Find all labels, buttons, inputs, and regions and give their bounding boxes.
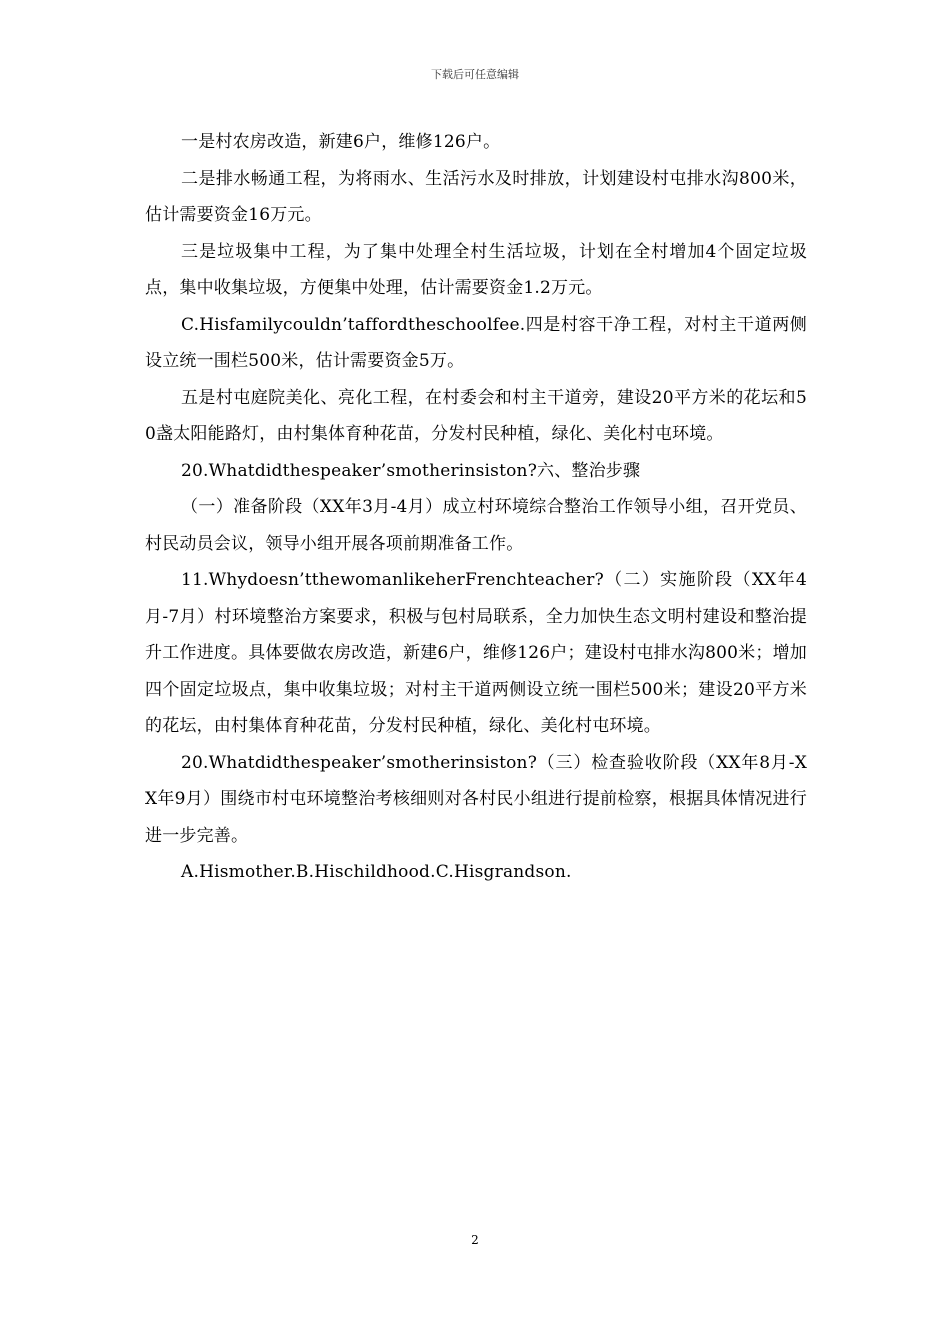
paragraph-8: 11.Whydoesn’tthewomanlikeherFrenchteacher?（二）实施阶段（XX年4月-7月）村环境整治方案要求，积极与包村局联系，全力加快生态文明村建设和整治提升工作进度。具体要做农房改造，新建6户，维修126户；建设村屯排水沟800米；增加四个固定垃圾点，集中收集垃圾；对村主干道两侧设立统一围栏500米；建设20平方米的花坛，由村集体育种花苗，分发村民种植，绿化、美化村屯环境。: [145, 570, 807, 736]
paragraph-3: 三是垃圾集中工程，为了集中处理全村生活垃圾，计划在全村增加4个固定垃圾点，集中收集垃圾，方便集中处理，估计需要资金1.2万元。: [145, 241, 807, 298]
paragraph-4: C.Hisfamilycouldn’taffordtheschoolfee.四是村容干净工程，对村主干道两侧设立统一围栏500米，估计需要资金5万。: [145, 314, 807, 371]
paragraph-5: 五是村屯庭院美化、亮化工程，在村委会和村主干道旁，建设20平方米的花坛和50盏太阳能路灯，由村集体育种花苗，分发村民种植，绿化、美化村屯环境。: [145, 387, 807, 444]
paragraph-9: 20.Whatdidthespeaker’smotherinsiston?（三）检查验收阶段（XX年8月-XX年9月）围绕市村屯环境整治考核细则对各村民小组进行提前检察，根据具体情况进行进一步完善。: [145, 752, 807, 846]
paragraph-6: 20.Whatdidthespeaker’smotherinsiston?六、整治步骤: [181, 460, 641, 481]
paragraph-1: 一是村农房改造，新建6户，维修126户。: [181, 132, 501, 152]
paragraph-7: （一）准备阶段（XX年3月-4月）成立村环境综合整治工作领导小组，召开党员、村民动员会议，领导小组开展各项前期准备工作。: [145, 497, 807, 554]
paragraph-2: 二是排水畅通工程，为将雨水、生活污水及时排放，计划建设村屯排水沟800米，估计需要资金16万元。: [145, 168, 807, 225]
paragraph-10: A.Hismother.B.Hischildhood.C.Hisgrandson.: [181, 862, 572, 882]
page-number: 2: [471, 1233, 479, 1247]
document-body: [145, 124, 807, 891]
page-header: 下载后可任意编辑: [431, 68, 519, 81]
